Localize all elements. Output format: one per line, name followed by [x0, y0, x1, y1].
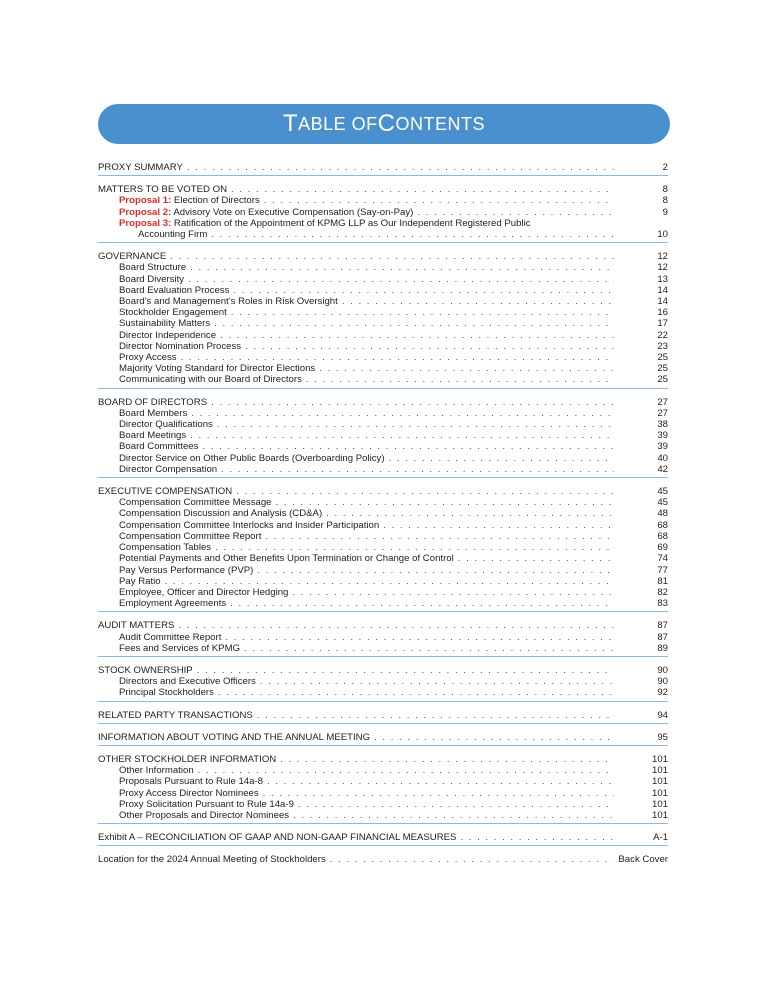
toc-entry[interactable]: [98, 296, 668, 307]
toc-page-number: 16: [657, 307, 668, 319]
toc-entry-text: Board’s and Management’s Roles in Risk Oversight: [119, 296, 338, 308]
dot-leader: [190, 262, 614, 273]
toc-entry-title: [98, 352, 177, 363]
toc-page-number: 87: [657, 631, 668, 643]
toc-page-number: 12: [657, 262, 668, 274]
dot-leader: [374, 732, 614, 743]
toc-entry-title: [98, 441, 198, 452]
toc-entry[interactable]: [98, 162, 668, 173]
dot-leader: [267, 776, 614, 787]
toc-entry-title: [98, 531, 261, 542]
toc-entry-title: [98, 330, 216, 341]
dot-leader: [319, 363, 614, 374]
toc-entry-text: Advisory Vote on Executive Compensation (Say-on-Pay): [173, 206, 414, 218]
toc-entry[interactable]: [98, 810, 668, 821]
toc-entry-title: [98, 262, 186, 273]
dot-leader: [211, 229, 614, 240]
dot-leader: [245, 341, 614, 352]
toc-entry[interactable]: [98, 307, 668, 318]
toc-entry-title: [98, 710, 253, 721]
toc-entry-title: [98, 732, 370, 743]
toc-page-number: 39: [657, 430, 668, 442]
dot-leader: [265, 531, 614, 542]
toc-entry-title: [98, 788, 259, 799]
proposal-label: Proposal 2:: [119, 206, 172, 218]
toc-page-number: 87: [657, 620, 668, 632]
toc-entry[interactable]: [98, 542, 668, 553]
toc-page-number: Back Cover: [618, 854, 668, 866]
toc-page-number: 45: [657, 486, 668, 498]
dot-leader: [233, 285, 614, 296]
dot-leader: [236, 486, 614, 497]
toc-entry-title: [98, 184, 227, 195]
toc-entry[interactable]: [98, 408, 668, 419]
toc-entry-text: OTHER STOCKHOLDER INFORMATION: [98, 753, 277, 765]
dot-leader: [191, 408, 614, 419]
dot-leader: [211, 397, 614, 408]
toc-entry[interactable]: [98, 687, 668, 698]
toc-entry-title: [98, 776, 263, 787]
toc-entry[interactable]: [98, 776, 668, 787]
toc-entry-title: [98, 374, 302, 385]
toc-page-number: 101: [651, 753, 668, 765]
dot-leader: [187, 162, 614, 173]
dot-leader: [225, 632, 614, 643]
toc-entry-title: [98, 542, 211, 553]
toc-entry[interactable]: [98, 765, 668, 776]
toc-entry-text: EXECUTIVE COMPENSATION: [98, 486, 233, 498]
toc-entry-title: [98, 520, 379, 531]
dot-leader: [230, 598, 614, 609]
dot-leader: [342, 296, 614, 307]
toc-entry-title: [98, 576, 161, 587]
toc-page-number: 25: [657, 374, 668, 386]
toc-page-number: 17: [657, 318, 668, 330]
toc-entry-text: Location for the 2024 Annual Meeting of Stockholders: [98, 854, 326, 866]
toc-page-number: 69: [657, 542, 668, 554]
dot-leader: [231, 184, 614, 195]
toc-entry[interactable]: [98, 262, 668, 273]
title-rest-1: ABLE OF: [298, 113, 378, 134]
toc-page-number: 39: [657, 441, 668, 453]
toc-entry[interactable]: [98, 251, 668, 262]
toc-entry-text: Director Independence: [119, 329, 217, 341]
toc-entry[interactable]: [98, 665, 668, 676]
toc-entry-title: [98, 687, 214, 698]
toc-entry-text: Employee, Officer and Director Hedging: [119, 586, 289, 598]
toc-entry-title: [98, 162, 183, 173]
toc-entry-title: [98, 318, 210, 329]
toc-entry-text: Director Qualifications: [119, 419, 213, 431]
toc-entry[interactable]: [98, 274, 668, 285]
toc-page-number: 8: [662, 184, 668, 196]
dot-leader: [170, 251, 614, 262]
toc-entry-title: [98, 665, 193, 676]
dot-leader: [280, 754, 614, 765]
dot-leader: [198, 765, 614, 776]
toc-entry[interactable]: [98, 363, 668, 374]
toc-entry[interactable]: [98, 587, 668, 598]
toc-entry-text: Compensation Discussion and Analysis (CD&A): [119, 508, 323, 520]
title-rest-2: ONTENTS: [395, 113, 486, 134]
toc-entry-text: STOCK OWNERSHIP: [98, 664, 193, 676]
toc-entry-text: AUDIT MATTERS: [98, 620, 175, 632]
toc-entry-title: [98, 229, 207, 240]
toc-entry[interactable]: [98, 397, 668, 408]
toc-entry[interactable]: [98, 184, 668, 195]
toc-page-number: 101: [651, 787, 668, 799]
toc-entry-text: Communicating with our Board of Directors: [119, 374, 302, 386]
dot-leader: [244, 643, 614, 654]
toc-entry[interactable]: [98, 486, 668, 497]
toc-entry-text: Other Proposals and Director Nominees: [119, 809, 290, 821]
toc-entry-title: [98, 587, 288, 598]
toc-entry-text: Principal Stockholders: [119, 687, 214, 699]
toc-entry-text: Employment Agreements: [119, 598, 227, 610]
toc-entry-title: [98, 754, 276, 765]
toc-section: [98, 663, 668, 702]
toc-page-number: 82: [657, 586, 668, 598]
toc-page-number: 94: [657, 709, 668, 721]
dot-leader: [458, 553, 614, 564]
toc-page-number: 90: [657, 664, 668, 676]
toc-entry-text: Proxy Solicitation Pursuant to Rule 14a-9: [119, 798, 294, 810]
dot-leader: [263, 788, 614, 799]
toc-entry-title: [98, 486, 232, 497]
toc-page-number: A-1: [653, 832, 668, 844]
dot-leader: [260, 676, 614, 687]
dot-leader: [202, 441, 614, 452]
toc-entry-title: [98, 810, 289, 821]
toc-page-number: 42: [657, 463, 668, 475]
toc-entry[interactable]: [98, 732, 668, 743]
title-initial-1: T: [282, 110, 299, 137]
toc-entry-text: PROXY SUMMARY: [98, 162, 183, 173]
toc-page-number: 101: [651, 765, 668, 777]
toc-entry[interactable]: [98, 531, 668, 542]
toc-entry-title: [98, 397, 207, 408]
table-of-contents: [98, 160, 668, 874]
toc-entry-title: [98, 497, 272, 508]
toc-page-number: 90: [657, 676, 668, 688]
toc-entry-title: [98, 195, 260, 206]
toc-page-number: 101: [651, 809, 668, 821]
dot-leader: [292, 587, 614, 598]
toc-entry-title: [98, 765, 194, 776]
toc-entry[interactable]: [98, 788, 668, 799]
toc-entry-text: Board Structure: [119, 262, 187, 274]
toc-entry-title: [98, 565, 253, 576]
dot-leader: [220, 330, 614, 341]
toc-entry-title: [98, 408, 187, 419]
dot-leader: [231, 307, 614, 318]
toc-page-number: 14: [657, 296, 668, 308]
toc-entry-text: Other Information: [119, 765, 194, 777]
toc-entry[interactable]: [98, 207, 668, 218]
toc-entry-title: [98, 251, 166, 262]
toc-section: [98, 484, 668, 612]
toc-entry-title: [98, 643, 240, 654]
toc-entry-title: [98, 430, 186, 441]
toc-page-number: 14: [657, 284, 668, 296]
toc-entry-text: Majority Voting Standard for Director Elections: [119, 363, 316, 375]
toc-entry[interactable]: [98, 285, 668, 296]
toc-page-number: 2: [662, 162, 668, 173]
dot-leader: [383, 520, 614, 531]
toc-page-number: 101: [651, 776, 668, 788]
toc-entry-text: GOVERNANCE: [98, 251, 167, 263]
toc-entry[interactable]: [98, 676, 668, 687]
toc-page-number: 27: [657, 396, 668, 408]
toc-entry-text: Sustainability Matters: [119, 318, 211, 330]
toc-page-number: 81: [657, 575, 668, 587]
toc-entry-title: [98, 854, 326, 865]
toc-page-number: 101: [651, 798, 668, 810]
toc-entry[interactable]: [98, 195, 668, 206]
toc-entry[interactable]: [98, 374, 668, 385]
toc-page-number: 22: [657, 329, 668, 341]
toc-entry-text: Compensation Committee Interlocks and Insider Participation: [119, 519, 380, 531]
toc-entry-text: Accounting Firm: [138, 229, 208, 241]
toc-section: [98, 852, 668, 867]
dot-leader: [276, 497, 614, 508]
dot-leader: [221, 464, 614, 475]
toc-entry-text: Proxy Access Director Nominees: [119, 787, 259, 799]
toc-page-number: 13: [657, 273, 668, 285]
dot-leader: [188, 274, 614, 285]
toc-page-number: 89: [657, 642, 668, 654]
toc-entry-title: [98, 598, 226, 609]
toc-entry-title: [98, 453, 385, 464]
dot-leader: [330, 854, 614, 865]
toc-section: [98, 160, 668, 176]
toc-section: [98, 395, 668, 478]
dot-leader: [218, 687, 614, 698]
toc-entry[interactable]: [98, 565, 668, 576]
toc-entry-text: Director Service on Other Public Boards (Overboarding Policy): [119, 452, 385, 464]
toc-entry-text: Director Compensation: [119, 463, 218, 475]
toc-entry-title: [98, 274, 184, 285]
toc-page-number: 12: [657, 251, 668, 263]
toc-entry-text: Election of Directors: [173, 195, 260, 207]
toc-entry[interactable]: [98, 341, 668, 352]
proposal-label: Proposal 1:: [119, 195, 172, 207]
dot-leader: [293, 810, 614, 821]
dot-leader: [214, 318, 614, 329]
toc-section: [98, 730, 668, 746]
toc-entry[interactable]: [98, 464, 668, 475]
toc-entry-text: BOARD OF DIRECTORS: [98, 396, 208, 408]
dot-leader: [197, 665, 614, 676]
toc-entry[interactable]: [98, 632, 668, 643]
toc-entry[interactable]: [98, 553, 668, 564]
dot-leader: [326, 508, 614, 519]
toc-page-number: 23: [657, 340, 668, 352]
toc-entry-title: [98, 620, 174, 631]
toc-page-number: 48: [657, 508, 668, 520]
proposal-label: Proposal 3:: [119, 217, 172, 229]
toc-entry-title: [98, 632, 221, 643]
toc-page-number: 40: [657, 452, 668, 464]
toc-page-number: 68: [657, 530, 668, 542]
toc-page-number: 25: [657, 352, 668, 364]
toc-entry-text: Board Members: [119, 407, 188, 419]
toc-entry[interactable]: [98, 441, 668, 452]
toc-entry[interactable]: [98, 453, 668, 464]
toc-entry[interactable]: [98, 643, 668, 654]
toc-page-number: 10: [657, 229, 668, 241]
toc-entry-text: Directors and Executive Officers: [119, 676, 256, 688]
toc-entry[interactable]: [98, 598, 668, 609]
title-banner: [98, 104, 670, 144]
toc-entry-text: Ratification of the Appointment of KPMG LLP as Our Independent Registered Public: [173, 217, 531, 229]
toc-entry-title: [98, 553, 454, 564]
dot-leader: [264, 195, 614, 206]
toc-entry-text: Board Diversity: [119, 273, 185, 285]
dot-leader: [389, 453, 614, 464]
title-initial-2: C: [377, 110, 396, 137]
toc-entry-text: Compensation Tables: [119, 542, 212, 554]
toc-entry-text: Board Committees: [119, 441, 199, 453]
toc-page-number: 8: [662, 195, 668, 207]
toc-page-number: 77: [657, 564, 668, 576]
toc-page-number: 38: [657, 419, 668, 431]
toc-entry[interactable]: [98, 520, 668, 531]
dot-leader: [215, 542, 614, 553]
toc-entry-title: [98, 218, 531, 229]
toc-entry-text: Pay Versus Performance (PVP): [119, 564, 254, 576]
toc-page-number: 25: [657, 363, 668, 375]
toc-entry[interactable]: [98, 229, 668, 240]
toc-entry[interactable]: [98, 430, 668, 441]
toc-entry[interactable]: [98, 497, 668, 508]
dot-leader: [165, 576, 614, 587]
toc-entry-title: [98, 285, 229, 296]
toc-entry[interactable]: [98, 318, 668, 329]
dot-leader: [181, 352, 614, 363]
toc-entry-text: Director Nomination Process: [119, 340, 242, 352]
toc-entry-text: Proxy Access: [119, 352, 177, 364]
toc-entry[interactable]: [98, 620, 668, 631]
dot-leader: [257, 710, 614, 721]
toc-entry[interactable]: [98, 419, 668, 430]
toc-entry-title: [98, 799, 294, 810]
toc-entry-text: Stockholder Engagement: [119, 307, 227, 319]
toc-entry[interactable]: [98, 754, 668, 765]
toc-entry-text: Audit Committee Report: [119, 631, 222, 643]
toc-entry-title: [98, 464, 217, 475]
toc-page-number: 45: [657, 497, 668, 509]
dot-leader: [178, 620, 614, 631]
toc-entry-title: [98, 307, 227, 318]
dot-leader: [190, 430, 614, 441]
toc-entry[interactable]: [98, 832, 668, 843]
toc-entry[interactable]: [98, 854, 668, 865]
toc-entry[interactable]: [98, 710, 668, 721]
toc-entry-title: [98, 207, 413, 218]
toc-section: [98, 752, 668, 824]
toc-entry-title: [98, 296, 338, 307]
toc-page-number: 92: [657, 687, 668, 699]
toc-entry-text: Potential Payments and Other Benefits Upon Termination or Change of Control: [119, 553, 454, 565]
dot-leader: [306, 374, 614, 385]
toc-entry-text: Proposals Pursuant to Rule 14a-8: [119, 776, 263, 788]
toc-entry-text: MATTERS TO BE VOTED ON: [98, 184, 227, 196]
toc-entry[interactable]: [98, 218, 668, 229]
dot-leader: [460, 832, 614, 843]
toc-entry[interactable]: [98, 576, 668, 587]
dot-leader: [217, 419, 614, 430]
toc-page-number: 9: [662, 206, 668, 218]
toc-entry-text: Board Evaluation Process: [119, 284, 230, 296]
toc-entry-title: [98, 363, 315, 374]
toc-page-number: 27: [657, 407, 668, 419]
toc-entry-text: INFORMATION ABOUT VOTING AND THE ANNUAL MEETING: [98, 731, 371, 743]
toc-entry[interactable]: [98, 330, 668, 341]
toc-entry[interactable]: [98, 508, 668, 519]
toc-entry-text: Exhibit A – RECONCILIATION OF GAAP AND NON-GAAP FINANCIAL MEASURES: [98, 832, 457, 844]
toc-section: [98, 618, 668, 657]
toc-entry-text: RELATED PARTY TRANSACTIONS: [98, 709, 253, 721]
toc-entry-text: Fees and Services of KPMG: [119, 642, 241, 654]
toc-entry-text: Compensation Committee Report: [119, 530, 262, 542]
toc-page-number: 83: [657, 598, 668, 610]
dot-leader: [257, 565, 614, 576]
toc-page-number: 95: [657, 731, 668, 743]
toc-entry-title: [98, 419, 213, 430]
toc-section: [98, 830, 668, 846]
toc-page-number: 68: [657, 519, 668, 531]
toc-entry-title: [98, 508, 322, 519]
toc-entry[interactable]: [98, 799, 668, 810]
dot-leader: [417, 207, 614, 218]
toc-section: [98, 249, 668, 388]
toc-entry-title: [98, 676, 256, 687]
toc-page-number: 74: [657, 553, 668, 565]
toc-entry[interactable]: [98, 352, 668, 363]
toc-entry-text: Pay Ratio: [119, 575, 161, 587]
toc-entry-text: Compensation Committee Message: [119, 497, 272, 509]
toc-entry-title: [98, 341, 241, 352]
toc-section: [98, 182, 668, 243]
toc-entry-title: [98, 832, 456, 843]
toc-section: [98, 708, 668, 724]
toc-entry-text: Board Meetings: [119, 430, 187, 442]
dot-leader: [298, 799, 614, 810]
